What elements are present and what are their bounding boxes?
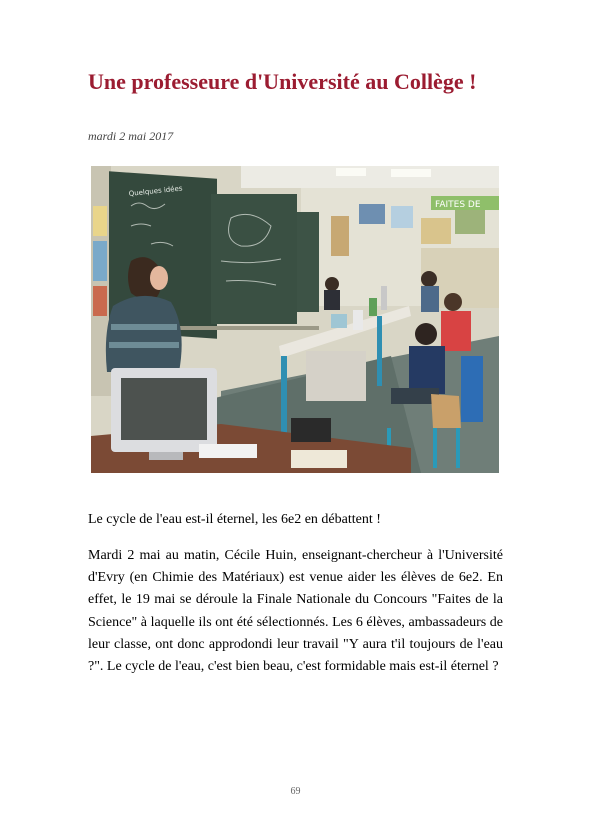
article-title: Une professeure d'Université au Collège ! bbox=[88, 69, 477, 94]
article-date: mardi 2 mai 2017 bbox=[88, 129, 174, 143]
page-number: 69 bbox=[290, 786, 301, 797]
article-body: Mardi 2 mai au matin, Cécile Huin, enseignant-chercheur à l'Université d'Evry (en Chimie des Matériaux) est venue aider les élèves de 6e2. En effet, le 19 mai se déroule la Finale Nationale du Concours "Faites de la Science" à laquelle ils ont été sélectionnés. Les 6 élèves, ambassadeurs de leur classe, ont donc approdondi leur travail "Y aura t'il toujours de l'eau ?". Le cycle de l'eau, c'est bien beau, c'est formidable mais est-il éternel ? bbox=[88, 548, 503, 675]
classroom-photo bbox=[91, 166, 499, 473]
article-lead: Le cycle de l'eau est-il éternel, les 6e2 en débattent ! bbox=[88, 512, 381, 527]
board-text: Quelques idées bbox=[128, 184, 183, 198]
banner-text: FAITES DE bbox=[435, 200, 481, 210]
